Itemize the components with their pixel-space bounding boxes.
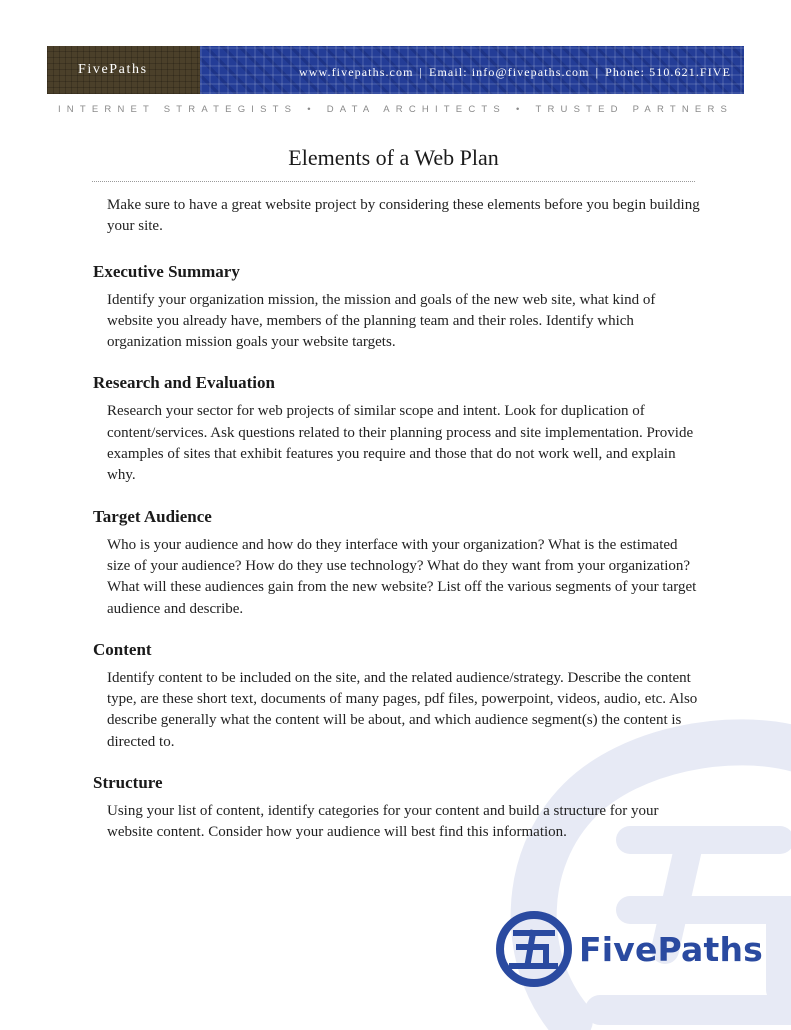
section-content	[93, 640, 703, 753]
section-structure	[93, 773, 703, 844]
page-title: Elements of a Web Plan	[288, 145, 499, 170]
fivepaths-logo	[495, 910, 763, 988]
section-executive-summary	[93, 262, 703, 354]
dotted-divider	[92, 181, 695, 182]
section-heading-text: Executive Summary	[93, 261, 240, 281]
contact-line	[299, 65, 731, 80]
contact-box	[200, 46, 744, 94]
section-body: Identify content to be included on the site, and the related audience/strategy. Describe the content type, are these short text, documents of many pages, pdf files, powerpoint, videos, audio, etc. Also describe generally what the content will be about, and which audience segment(s) the content is directed to.	[107, 669, 698, 750]
five-glyph-icon	[495, 910, 573, 988]
section-heading-text: Research and Evaluation	[93, 373, 275, 393]
logo-wordmark: FivePaths	[579, 929, 764, 969]
section-heading-text: Target Audience	[93, 506, 212, 526]
section-heading	[93, 773, 703, 793]
tagline-part: DATA ARCHITECTS	[326, 104, 506, 115]
website-link[interactable]: www.fivepaths.com	[298, 65, 414, 79]
tagline	[47, 104, 744, 115]
section-heading	[93, 262, 703, 282]
phone-text: Phone: 510.621.FIVE	[605, 65, 731, 79]
section-body: Identify your organization mission, the mission and goals of the new web site, what kind of website you already have, members of the planning team and their roles. Identify which organization mission goals your website targets.	[107, 291, 656, 351]
brand-name: FivePaths	[78, 62, 148, 77]
section-heading	[93, 373, 703, 393]
tagline-dot: •	[307, 104, 317, 115]
section-heading-text: Content	[93, 639, 152, 659]
content	[93, 195, 703, 864]
section-body: Using your list of content, identify categories for your content and build a structure for your website content. Consider how your audience will best find this information.	[107, 803, 659, 841]
separator: |	[595, 65, 600, 79]
email-link[interactable]: Email: info@fivepaths.com	[429, 65, 590, 79]
section-heading	[93, 640, 703, 660]
section-target-audience	[93, 507, 703, 620]
tagline-part: INTERNET STRATEGISTS	[57, 104, 298, 115]
brand-box	[47, 46, 200, 94]
section-body: Research your sector for web projects of similar scope and intent. Look for duplication of content/services. Ask questions related to their planning process and site implementation. Provide examples of sites that exhibit features you require and those that do not work well, and explain why.	[107, 403, 694, 484]
section-research-evaluation	[93, 373, 703, 486]
section-heading-text: Structure	[93, 773, 163, 793]
tagline-dot: •	[515, 104, 526, 115]
separator: |	[419, 65, 424, 79]
header-band	[47, 46, 744, 94]
intro-paragraph: Make sure to have a great website project by considering these elements before you begin building your site.	[107, 197, 700, 235]
tagline-part: TRUSTED PARTNERS	[535, 104, 734, 115]
section-body: Who is your audience and how do they interface with your organization? What is the estimated size of your audience? How do they use technology? What do they want from your organization? What will these audiences gain from the new website? List off the various segments of your target audience and describe.	[107, 536, 697, 617]
section-heading	[93, 507, 703, 527]
